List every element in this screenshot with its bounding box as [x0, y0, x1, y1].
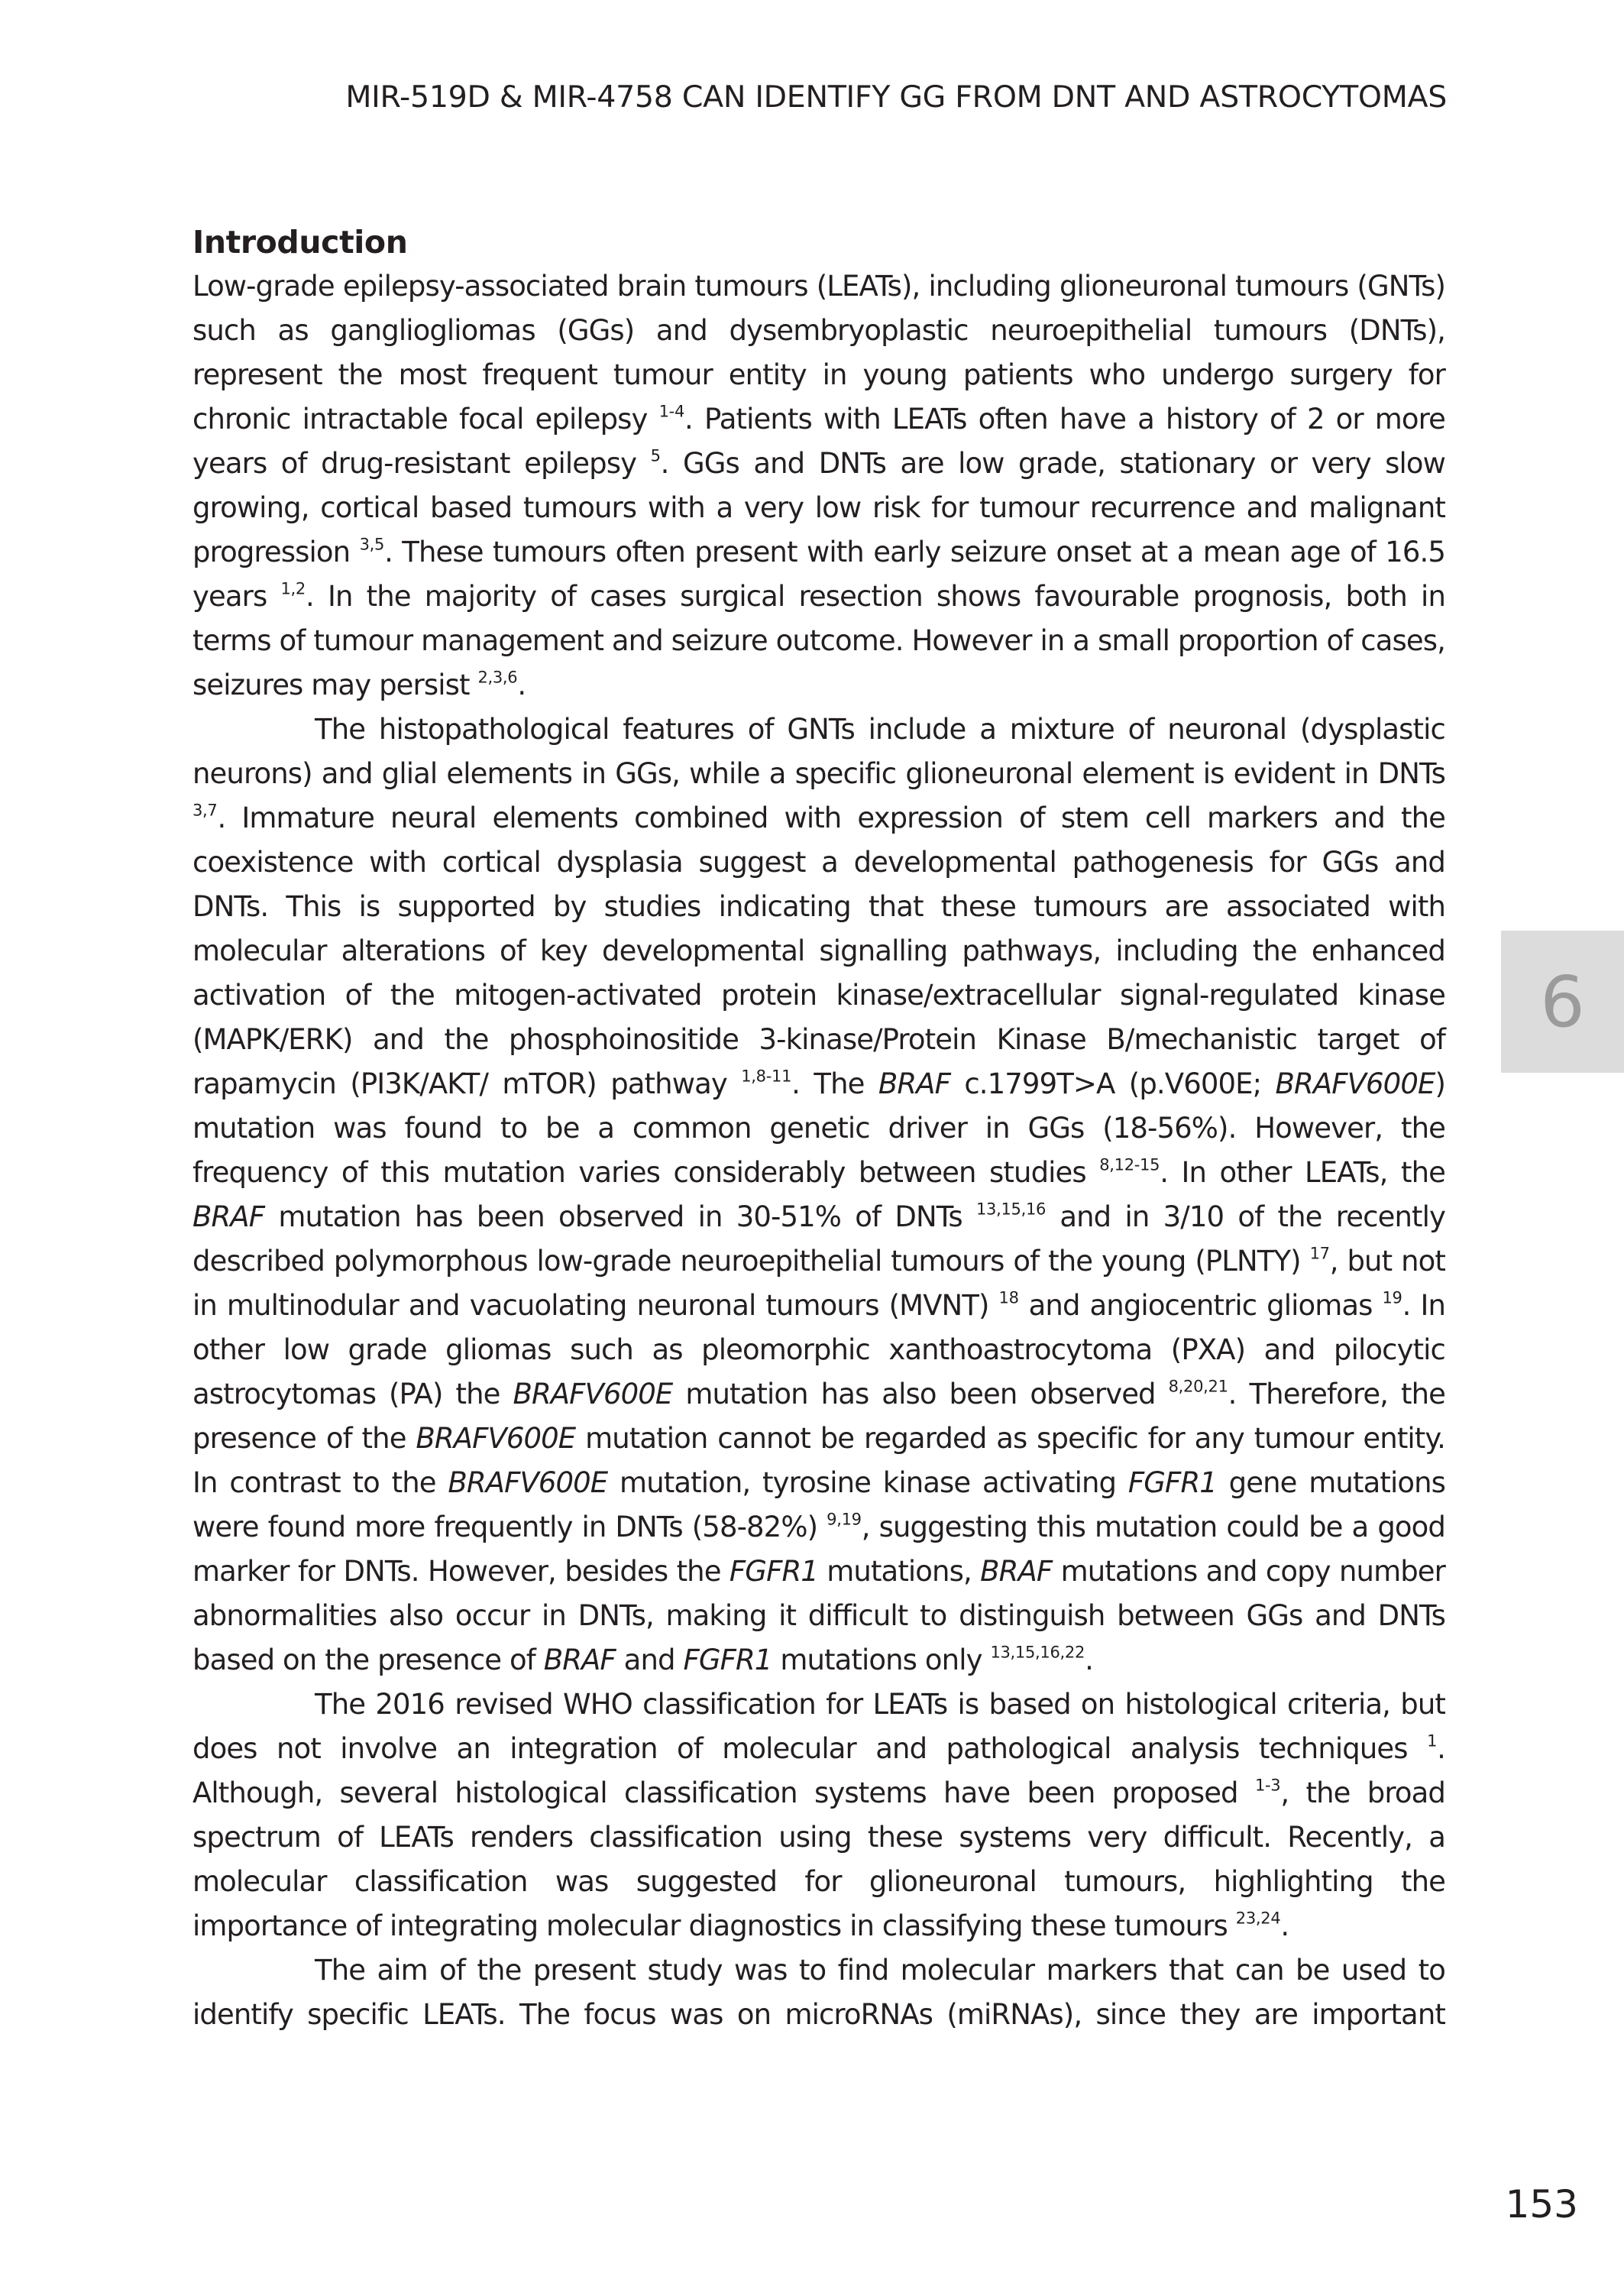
citation-superscript: 13,15,16,22 [990, 1643, 1085, 1662]
citation-superscript: 2,3,6 [477, 668, 518, 687]
gene-name: BRAFV600E [448, 1466, 608, 1499]
citation-superscript: 1,2 [280, 579, 306, 598]
gene-name: BRAF [192, 1200, 265, 1233]
paragraph: Low-grade epilepsy-associated brain tumours (LEATs), including glioneuronal tumours (GNTs) such as gangliogliomas (GGs) and dysembryoplastic neuroepithelial tumours (DNTs), represent the most frequent tumour entity in young patients who undergo surgery for chronic intractable focal epilepsy $^{1-4}$. Patients with LEATs often have a history of 2 or more years of drug-resistant epilepsy $^5$. GGs and DNTs are low grade, stationary or very slow growing, cortical based tumours with a very low risk for tumour recurrence and malignant progression $^{3,5}$. These tumours often present with early seizure onset at a mean age of 16.5 years $^{1,2}$. In the majority of cases surgical resection shows favourable prognosis, both in terms of tumour management and seizure outcome. However in a small proportion of cases, seizures may persist $^{2,3,6}$. [192, 270, 1445, 701]
citation-superscript: 1 [1427, 1731, 1438, 1751]
gene-name: BRAF [980, 1555, 1053, 1588]
gene-name: BRAFV600E [513, 1378, 673, 1410]
citation-superscript: 1,8-11 [741, 1067, 792, 1086]
citation-superscript: 3,7 [192, 801, 218, 820]
gene-name: FGFR1 [729, 1555, 818, 1588]
paragraph: The aim of the present study was to find molecular markers that can be used to identify specific LEATs. The focus was on microRNAs (miRNAs), since they are important [192, 1954, 1445, 2031]
citation-superscript: 5 [650, 446, 661, 465]
gene-name: BRAFV600E [1275, 1067, 1435, 1100]
citation-superscript: 23,24 [1235, 1909, 1281, 1928]
gene-name: BRAF [543, 1644, 616, 1676]
citation-superscript: 8,20,21 [1168, 1377, 1228, 1396]
chapter-number: 6 [1540, 960, 1585, 1043]
page-number: 153 [1505, 2182, 1578, 2227]
citation-superscript: 8,12-15 [1099, 1155, 1160, 1174]
gene-name: BRAFV600E [416, 1422, 576, 1455]
article-body [192, 220, 1445, 2037]
gene-name: BRAF [878, 1067, 950, 1100]
citation-superscript: 18 [998, 1288, 1019, 1307]
citation-superscript: 3,5 [359, 535, 385, 554]
running-head: MIR-519D & MIR-4758 CAN IDENTIFY GG FROM DNT AND ASTROCYTOMAS [345, 79, 1447, 115]
citation-superscript: 1-4 [658, 402, 685, 421]
paragraph: The 2016 revised WHO classification for LEATs is based on histological criteria, but does not involve an integration of molecular and pathological analysis techniques $^1$. Although, several histological classification systems have been proposed $^{1-3}$, the broad spectrum of LEATs renders classification using these systems very difficult. Recently, a molecular classification was suggested for glioneuronal tumours, highlighting the importance of integrating molecular diagnostics in classifying these tumours $^{23,24}$. [192, 1688, 1445, 1942]
chapter-tab [1501, 931, 1624, 1073]
section-title: Introduction [192, 224, 408, 261]
paragraph: The histopathological features of GNTs include a mixture of neuronal (dysplastic neurons) and glial elements in GGs, while a specific glioneuronal element is evident in DNTs $^{3,7}$. Immature neural elements combined with expression of stem cell markers and the coexistence with cortical dysplasia suggest a developmental pathogenesis for GGs and DNTs. This is supported by studies indicating that these tumours are associated with molecular alterations of key developmental signalling pathways, including the enhanced activation of the mitogen-activated protein kinase/extracellular signal-regulated kinase (MAPK/ERK) and the phosphoinositide 3-kinase/Protein Kinase B/mechanistic target of rapamycin (PI3K/AKT/ mTOR) pathway $^{1,8-11}$. The BRAF c.1799T>A (p.V600E; BRAFV600E) mutation was found to be a common genetic driver in GGs (18-56%). However, the frequency of this mutation varies considerably between studies $^{8,12-15}$. In other LEATs, the BRAF mutation has been observed in 30-51% of DNTs $^{13,15,16}$ and in 3/10 of the recently described polymorphous low-grade neuroepithelial tumours of the young (PLNTY) $^{17}$, but not in multinodular and vacuolating neuronal tumours (MVNT) $^{18}$ and angiocentric gliomas $^{19}$. In other low grade gliomas such as pleomorphic xanthoastrocytoma (PXA) and pilocytic astrocytomas (PA) the BRAFV600E mutation has also been observed $^{8,20,21}$. Therefore, the presence of the BRAFV600E mutation cannot be regarded as specific for any tumour entity. In contrast to the BRAFV600E mutation, tyrosine kinase activating FGFR1 gene mutations were found more frequently in DNTs (58-82%) $^{9,19}$, suggesting this mutation could be a good marker for DNTs. However, besides the FGFR1 mutations, BRAF mutations and copy number abnormalities also occur in DNTs, making it difficult to distinguish between GGs and DNTs based on the presence of BRAF and FGFR1 mutations only $^{13,15,16,22}$. [192, 713, 1446, 1676]
citation-superscript: 9,19 [827, 1510, 862, 1529]
gene-name: FGFR1 [1127, 1466, 1217, 1499]
citation-superscript: 13,15,16 [975, 1200, 1047, 1219]
citation-superscript: 19 [1382, 1288, 1402, 1307]
citation-superscript: 17 [1309, 1244, 1330, 1263]
citation-superscript: 1-3 [1254, 1776, 1281, 1795]
gene-name: FGFR1 [683, 1644, 772, 1676]
